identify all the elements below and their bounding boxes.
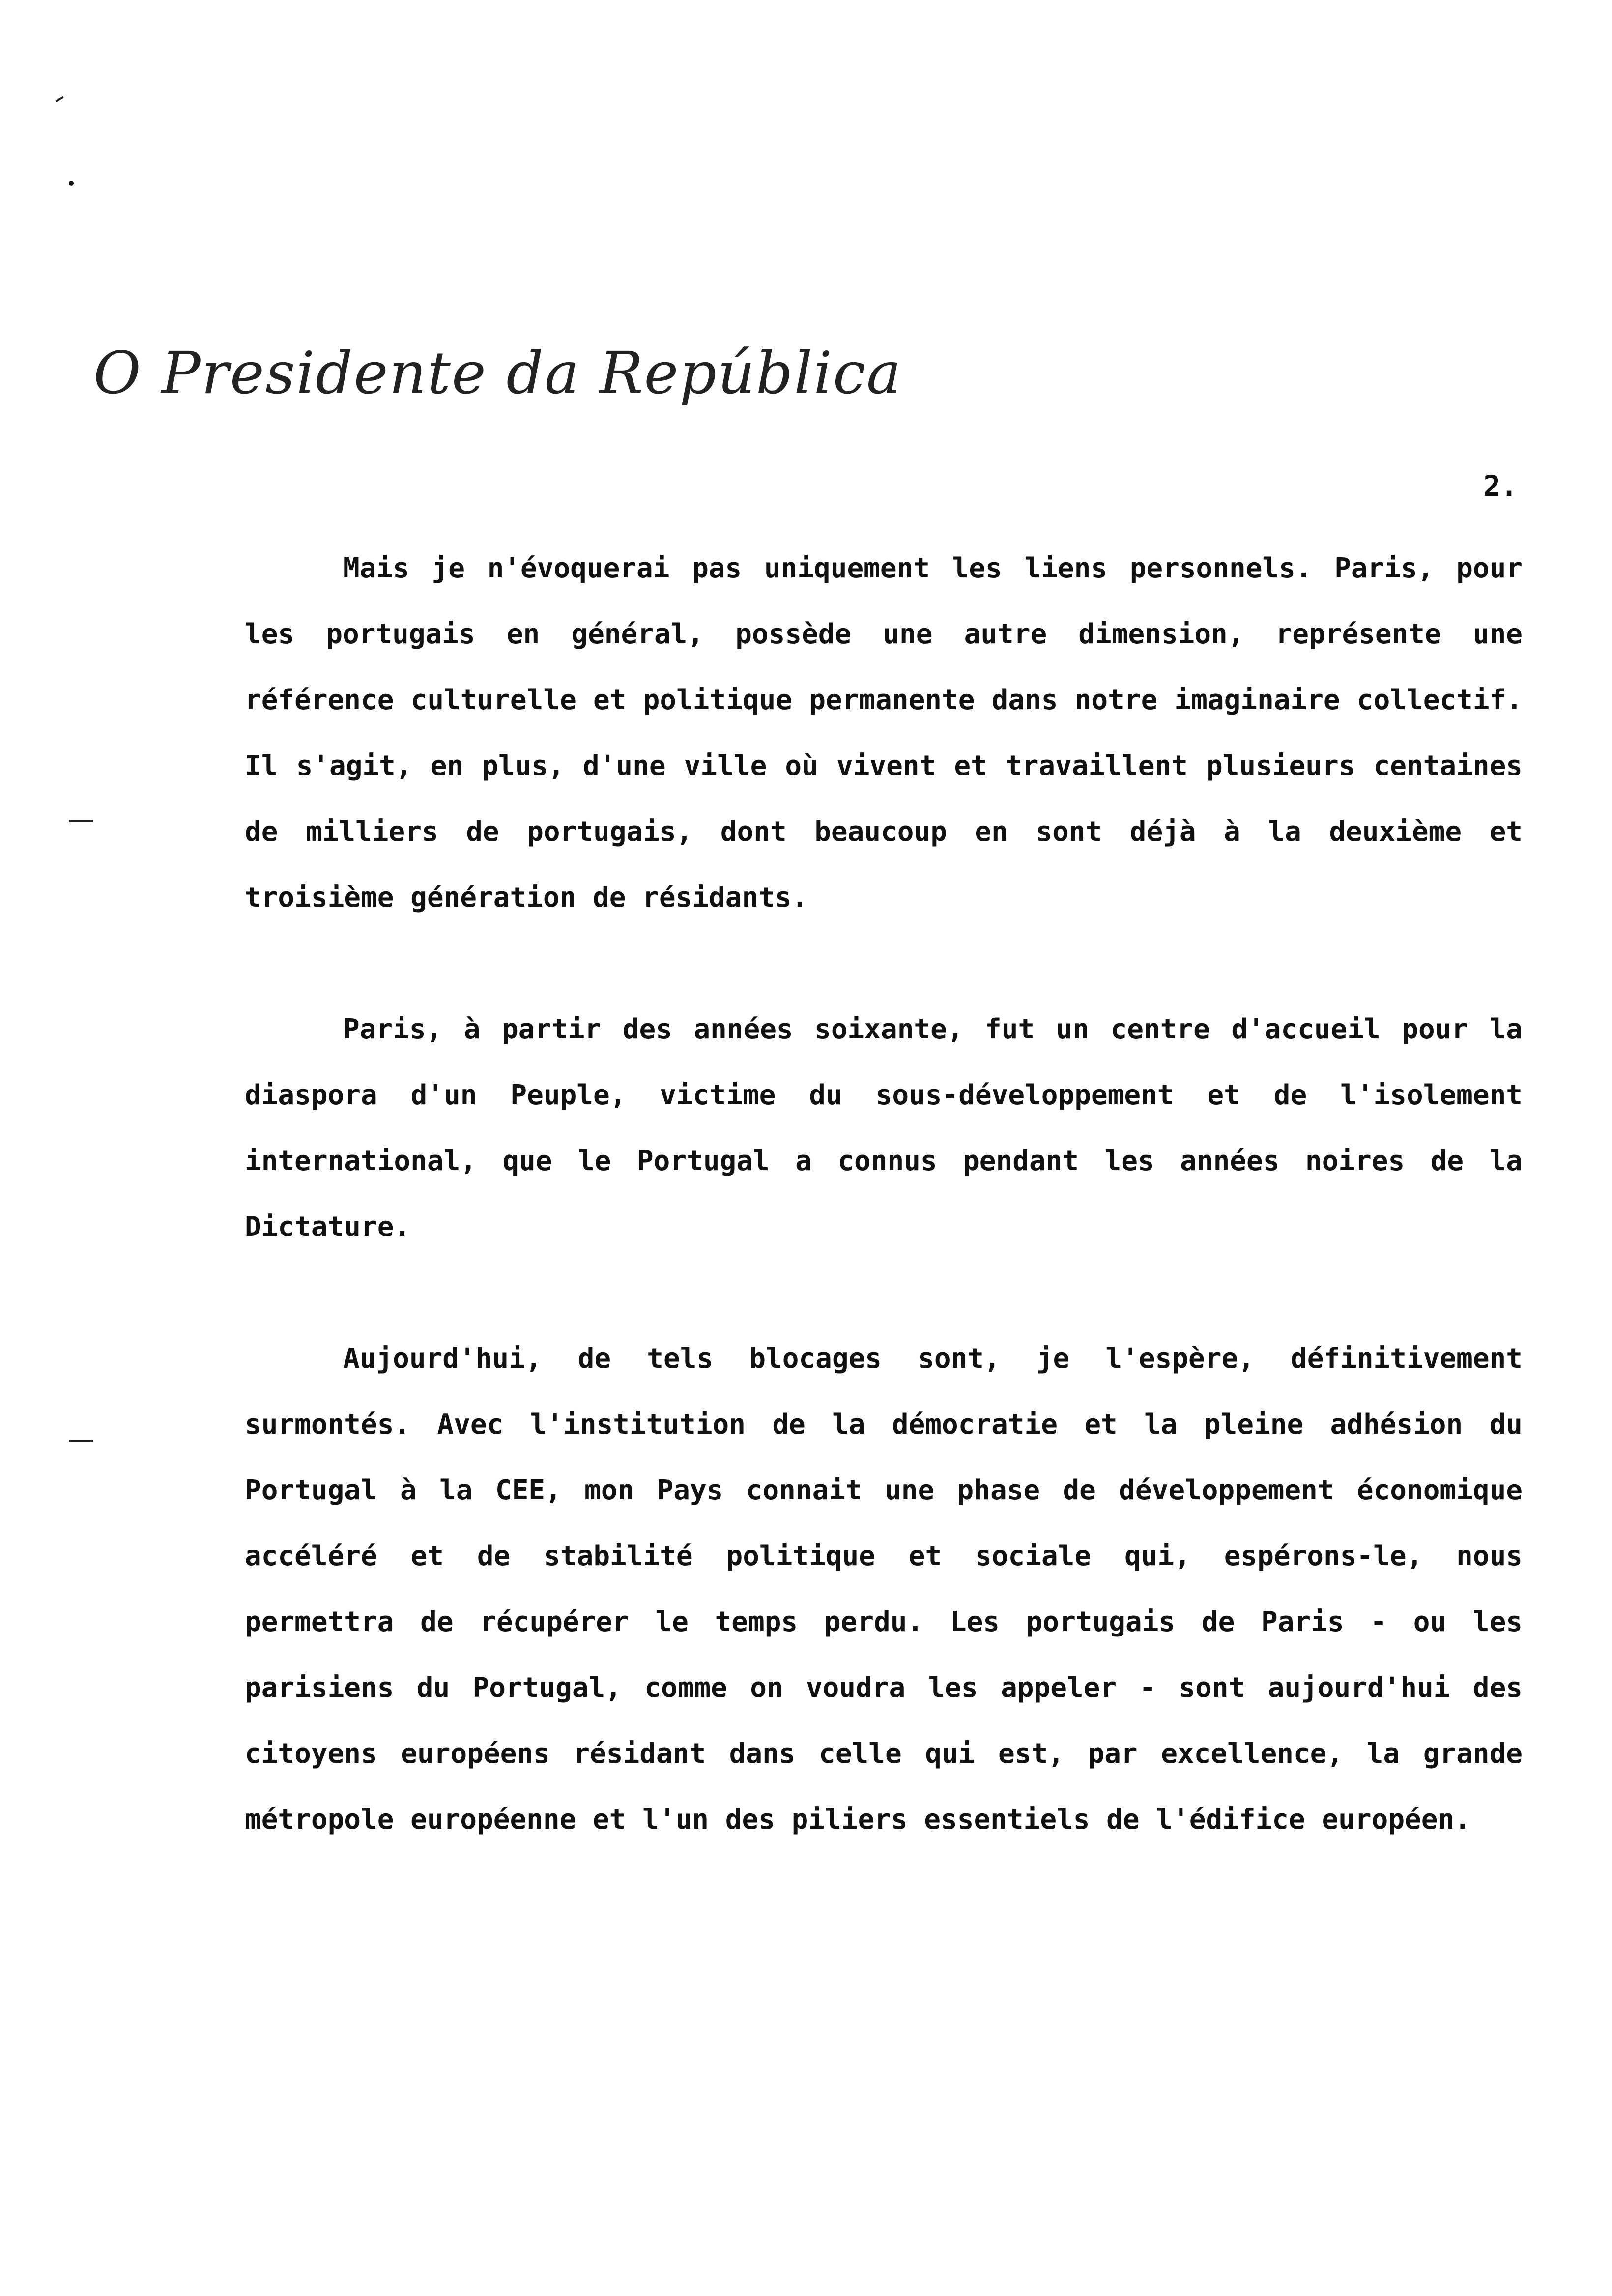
- paragraph-text: Mais je n'évoquerai pas uniquement les liens personnels. Paris, pour les portugais en général, possède une autre dimension, représente une référence culturelle et politique permanente dans notre imaginaire collectif. Il s'agit, en plus, d'une ville où vivent et travaillent plusieurs centaines de milliers de portugais, dont beaucoup en sont déjà à la deuxième et troisième génération de résidants.: [245, 552, 1523, 914]
- margin-dash-mark: [69, 820, 93, 822]
- paragraph-text: Paris, à partir des années soixante, fut un centre d'accueil pour la diaspora d'un Peuple, victime du sous-développement et de l'isolement international, que le Portugal a connus pendant les années noires de la Dictature.: [245, 1013, 1523, 1243]
- margin-dot-mark: [69, 181, 74, 186]
- letter-body: [245, 536, 1523, 1919]
- paragraph: [245, 997, 1523, 1260]
- paragraph-text: Aujourd'hui, de tels blocages sont, je l'espère, définitivement surmontés. Avec l'institution de la démocratie et la pleine adhésion du Portugal à la CEE, mon Pays connait une phase de développement économique accéléré et de stabilité politique et sociale qui, espérons-le, nous permettra de récupérer le temps perdu. Les portugais de Paris - ou les parisiens du Portugal, comme on voudra les appeler - sont aujourd'hui des citoyens européens résidant dans celle qui est, par excellence, la grande métropole européenne et l'un des piliers essentiels de l'édifice européen.: [245, 1343, 1523, 1836]
- letterhead-script: O Presidente da República: [93, 339, 902, 407]
- page-number: 2.: [1483, 469, 1518, 503]
- margin-tick-mark: [55, 96, 64, 102]
- margin-dash-mark: [69, 1440, 93, 1442]
- paragraph: [245, 1326, 1523, 1853]
- paragraph: [245, 536, 1523, 931]
